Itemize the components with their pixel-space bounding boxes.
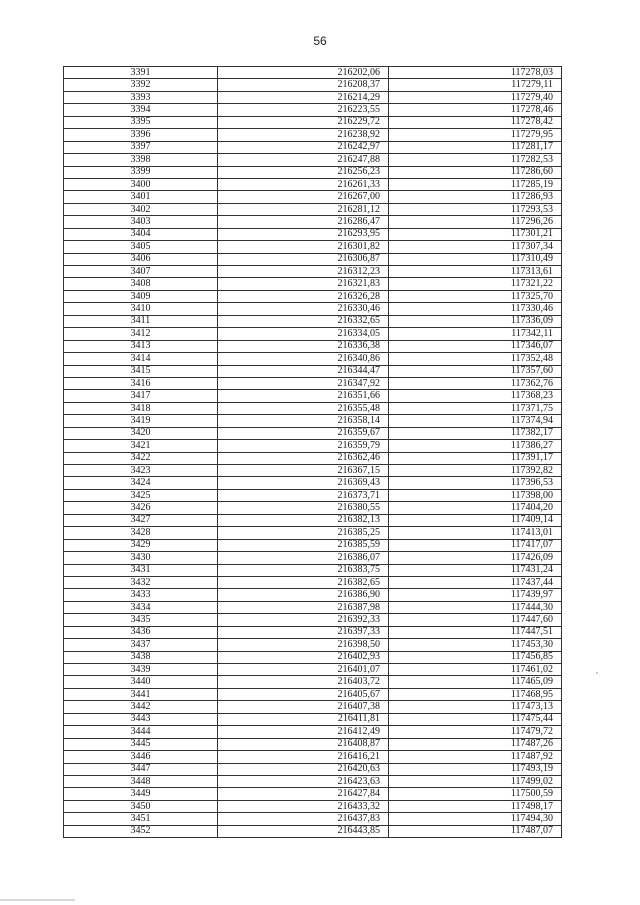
point-number-cell: 3433 <box>64 589 218 601</box>
y-coordinate-cell: 117473,13 <box>389 701 562 713</box>
coordinates-table-body <box>64 67 562 838</box>
point-number-cell: 3436 <box>64 626 218 638</box>
x-coordinate-cell: 216401,07 <box>218 664 389 676</box>
y-coordinate-cell: 117409,14 <box>389 514 562 526</box>
y-coordinate-cell: 117391,17 <box>389 452 562 464</box>
point-number-cell: 3420 <box>64 427 218 439</box>
point-number-cell: 3397 <box>64 141 218 153</box>
x-coordinate-cell: 216359,67 <box>218 427 389 439</box>
point-number-cell: 3425 <box>64 489 218 501</box>
table-row <box>64 763 562 775</box>
y-coordinate-cell: 117307,34 <box>389 241 562 253</box>
x-coordinate-cell: 216261,33 <box>218 178 389 190</box>
table-row <box>64 166 562 178</box>
x-coordinate-cell: 216402,93 <box>218 651 389 663</box>
table-row <box>64 67 562 79</box>
point-number-cell: 3440 <box>64 676 218 688</box>
point-number-cell: 3445 <box>64 738 218 750</box>
point-number-cell: 3418 <box>64 402 218 414</box>
point-number-cell: 3444 <box>64 726 218 738</box>
table-row <box>64 340 562 352</box>
x-coordinate-cell: 216367,15 <box>218 465 389 477</box>
table-row <box>64 639 562 651</box>
point-number-cell: 3414 <box>64 353 218 365</box>
x-coordinate-cell: 216412,49 <box>218 726 389 738</box>
x-coordinate-cell: 216433,32 <box>218 800 389 812</box>
table-row <box>64 651 562 663</box>
table-row <box>64 664 562 676</box>
table-row <box>64 489 562 501</box>
table-row <box>64 79 562 91</box>
x-coordinate-cell: 216247,88 <box>218 154 389 166</box>
x-coordinate-cell: 216380,55 <box>218 502 389 514</box>
y-coordinate-cell: 117279,11 <box>389 79 562 91</box>
x-coordinate-cell: 216306,87 <box>218 253 389 265</box>
x-coordinate-cell: 216405,67 <box>218 688 389 700</box>
point-number-cell: 3442 <box>64 701 218 713</box>
point-number-cell: 3430 <box>64 552 218 564</box>
x-coordinate-cell: 216281,12 <box>218 203 389 215</box>
y-coordinate-cell: 117447,51 <box>389 626 562 638</box>
y-coordinate-cell: 117439,97 <box>389 589 562 601</box>
y-coordinate-cell: 117293,53 <box>389 203 562 215</box>
x-coordinate-cell: 216416,21 <box>218 751 389 763</box>
table-row <box>64 377 562 389</box>
x-coordinate-cell: 216344,47 <box>218 365 389 377</box>
x-coordinate-cell: 216330,46 <box>218 303 389 315</box>
point-number-cell: 3448 <box>64 775 218 787</box>
x-coordinate-cell: 216293,95 <box>218 228 389 240</box>
x-coordinate-cell: 216202,06 <box>218 67 389 79</box>
y-coordinate-cell: 117368,23 <box>389 390 562 402</box>
y-coordinate-cell: 117498,17 <box>389 800 562 812</box>
y-coordinate-cell: 117487,26 <box>389 738 562 750</box>
table-row <box>64 825 562 837</box>
x-coordinate-cell: 216321,83 <box>218 278 389 290</box>
table-row <box>64 116 562 128</box>
point-number-cell: 3449 <box>64 788 218 800</box>
y-coordinate-cell: 117282,53 <box>389 154 562 166</box>
point-number-cell: 3411 <box>64 315 218 327</box>
y-coordinate-cell: 117362,76 <box>389 377 562 389</box>
point-number-cell: 3409 <box>64 290 218 302</box>
scan-edge-mark <box>0 899 75 901</box>
table-row <box>64 440 562 452</box>
x-coordinate-cell: 216392,33 <box>218 614 389 626</box>
x-coordinate-cell: 216383,75 <box>218 564 389 576</box>
point-number-cell: 3437 <box>64 639 218 651</box>
point-number-cell: 3441 <box>64 688 218 700</box>
x-coordinate-cell: 216369,43 <box>218 477 389 489</box>
point-number-cell: 3413 <box>64 340 218 352</box>
x-coordinate-cell: 216407,38 <box>218 701 389 713</box>
x-coordinate-cell: 216214,29 <box>218 91 389 103</box>
x-coordinate-cell: 216326,28 <box>218 290 389 302</box>
x-coordinate-cell: 216387,98 <box>218 601 389 613</box>
x-coordinate-cell: 216443,85 <box>218 825 389 837</box>
x-coordinate-cell: 216223,55 <box>218 104 389 116</box>
y-coordinate-cell: 117426,09 <box>389 552 562 564</box>
point-number-cell: 3402 <box>64 203 218 215</box>
table-row <box>64 266 562 278</box>
y-coordinate-cell: 117330,46 <box>389 303 562 315</box>
x-coordinate-cell: 216423,63 <box>218 775 389 787</box>
y-coordinate-cell: 117493,19 <box>389 763 562 775</box>
y-coordinate-cell: 117278,03 <box>389 67 562 79</box>
x-coordinate-cell: 216411,81 <box>218 713 389 725</box>
table-row <box>64 701 562 713</box>
table-row <box>64 241 562 253</box>
table-row <box>64 390 562 402</box>
point-number-cell: 3410 <box>64 303 218 315</box>
y-coordinate-cell: 117325,70 <box>389 290 562 302</box>
point-number-cell: 3426 <box>64 502 218 514</box>
table-row <box>64 614 562 626</box>
y-coordinate-cell: 117413,01 <box>389 527 562 539</box>
table-row <box>64 253 562 265</box>
table-row <box>64 800 562 812</box>
point-number-cell: 3408 <box>64 278 218 290</box>
table-row <box>64 502 562 514</box>
table-row <box>64 676 562 688</box>
y-coordinate-cell: 117346,07 <box>389 340 562 352</box>
table-row <box>64 415 562 427</box>
page-number: 56 <box>313 34 327 48</box>
x-coordinate-cell: 216359,79 <box>218 440 389 452</box>
y-coordinate-cell: 117479,72 <box>389 726 562 738</box>
y-coordinate-cell: 117310,49 <box>389 253 562 265</box>
table-row <box>64 738 562 750</box>
x-coordinate-cell: 216382,65 <box>218 576 389 588</box>
table-row <box>64 129 562 141</box>
y-coordinate-cell: 117371,75 <box>389 402 562 414</box>
point-number-cell: 3393 <box>64 91 218 103</box>
table-row <box>64 713 562 725</box>
table-row <box>64 775 562 787</box>
y-coordinate-cell: 117301,21 <box>389 228 562 240</box>
table-row <box>64 751 562 763</box>
table-row <box>64 527 562 539</box>
table-row <box>64 477 562 489</box>
point-number-cell: 3405 <box>64 241 218 253</box>
y-coordinate-cell: 117453,30 <box>389 639 562 651</box>
x-coordinate-cell: 216386,07 <box>218 552 389 564</box>
x-coordinate-cell: 216403,72 <box>218 676 389 688</box>
y-coordinate-cell: 117499,02 <box>389 775 562 787</box>
point-number-cell: 3392 <box>64 79 218 91</box>
x-coordinate-cell: 216208,37 <box>218 79 389 91</box>
x-coordinate-cell: 216358,14 <box>218 415 389 427</box>
point-number-cell: 3416 <box>64 377 218 389</box>
table-row <box>64 328 562 340</box>
y-coordinate-cell: 117279,40 <box>389 91 562 103</box>
point-number-cell: 3434 <box>64 601 218 613</box>
point-number-cell: 3403 <box>64 216 218 228</box>
table-row <box>64 191 562 203</box>
y-coordinate-cell: 117357,60 <box>389 365 562 377</box>
table-row <box>64 552 562 564</box>
y-coordinate-cell: 117500,59 <box>389 788 562 800</box>
table-row <box>64 688 562 700</box>
x-coordinate-cell: 216437,83 <box>218 813 389 825</box>
table-row <box>64 589 562 601</box>
point-number-cell: 3431 <box>64 564 218 576</box>
table-row <box>64 303 562 315</box>
point-number-cell: 3452 <box>64 825 218 837</box>
table-row <box>64 104 562 116</box>
point-number-cell: 3407 <box>64 266 218 278</box>
x-coordinate-cell: 216385,25 <box>218 527 389 539</box>
x-coordinate-cell: 216351,66 <box>218 390 389 402</box>
x-coordinate-cell: 216332,65 <box>218 315 389 327</box>
x-coordinate-cell: 216427,84 <box>218 788 389 800</box>
y-coordinate-cell: 117494,30 <box>389 813 562 825</box>
table-row <box>64 353 562 365</box>
y-coordinate-cell: 117313,61 <box>389 266 562 278</box>
y-coordinate-cell: 117456,85 <box>389 651 562 663</box>
point-number-cell: 3417 <box>64 390 218 402</box>
point-number-cell: 3451 <box>64 813 218 825</box>
table-row <box>64 178 562 190</box>
point-number-cell: 3399 <box>64 166 218 178</box>
point-number-cell: 3432 <box>64 576 218 588</box>
y-coordinate-cell: 117468,95 <box>389 688 562 700</box>
point-number-cell: 3428 <box>64 527 218 539</box>
point-number-cell: 3401 <box>64 191 218 203</box>
table-row <box>64 402 562 414</box>
y-coordinate-cell: 117374,94 <box>389 415 562 427</box>
x-coordinate-cell: 216334,05 <box>218 328 389 340</box>
point-number-cell: 3447 <box>64 763 218 775</box>
y-coordinate-cell: 117437,44 <box>389 576 562 588</box>
y-coordinate-cell: 117487,07 <box>389 825 562 837</box>
y-coordinate-cell: 117444,30 <box>389 601 562 613</box>
y-coordinate-cell: 117286,93 <box>389 191 562 203</box>
x-coordinate-cell: 216256,23 <box>218 166 389 178</box>
y-coordinate-cell: 117352,48 <box>389 353 562 365</box>
point-number-cell: 3391 <box>64 67 218 79</box>
y-coordinate-cell: 117465,09 <box>389 676 562 688</box>
point-number-cell: 3421 <box>64 440 218 452</box>
table-row <box>64 514 562 526</box>
table-row <box>64 216 562 228</box>
table-row <box>64 452 562 464</box>
y-coordinate-cell: 117447,60 <box>389 614 562 626</box>
point-number-cell: 3412 <box>64 328 218 340</box>
y-coordinate-cell: 117417,07 <box>389 539 562 551</box>
table-row <box>64 154 562 166</box>
x-coordinate-cell: 216312,23 <box>218 266 389 278</box>
x-coordinate-cell: 216267,00 <box>218 191 389 203</box>
y-coordinate-cell: 117475,44 <box>389 713 562 725</box>
coordinates-table <box>63 66 562 838</box>
table-row <box>64 465 562 477</box>
y-coordinate-cell: 117431,24 <box>389 564 562 576</box>
table-row <box>64 278 562 290</box>
point-number-cell: 3400 <box>64 178 218 190</box>
table-row <box>64 290 562 302</box>
x-coordinate-cell: 216347,92 <box>218 377 389 389</box>
point-number-cell: 3446 <box>64 751 218 763</box>
x-coordinate-cell: 216420,63 <box>218 763 389 775</box>
table-row <box>64 91 562 103</box>
table-row <box>64 626 562 638</box>
y-coordinate-cell: 117396,53 <box>389 477 562 489</box>
point-number-cell: 3406 <box>64 253 218 265</box>
y-coordinate-cell: 117404,20 <box>389 502 562 514</box>
table-row <box>64 315 562 327</box>
x-coordinate-cell: 216397,33 <box>218 626 389 638</box>
point-number-cell: 3419 <box>64 415 218 427</box>
x-coordinate-cell: 216301,82 <box>218 241 389 253</box>
y-coordinate-cell: 117278,42 <box>389 116 562 128</box>
point-number-cell: 3450 <box>64 800 218 812</box>
x-coordinate-cell: 216373,71 <box>218 489 389 501</box>
y-coordinate-cell: 117296,26 <box>389 216 562 228</box>
point-number-cell: 3439 <box>64 664 218 676</box>
table-row <box>64 427 562 439</box>
point-number-cell: 3404 <box>64 228 218 240</box>
point-number-cell: 3429 <box>64 539 218 551</box>
y-coordinate-cell: 117279,95 <box>389 129 562 141</box>
x-coordinate-cell: 216408,87 <box>218 738 389 750</box>
y-coordinate-cell: 117342,11 <box>389 328 562 340</box>
x-coordinate-cell: 216386,90 <box>218 589 389 601</box>
table-row <box>64 228 562 240</box>
point-number-cell: 3435 <box>64 614 218 626</box>
x-coordinate-cell: 216340,86 <box>218 353 389 365</box>
y-coordinate-cell: 117461,02 <box>389 664 562 676</box>
table-row <box>64 601 562 613</box>
point-number-cell: 3415 <box>64 365 218 377</box>
y-coordinate-cell: 117487,92 <box>389 751 562 763</box>
point-number-cell: 3396 <box>64 129 218 141</box>
table-row <box>64 365 562 377</box>
y-coordinate-cell: 117336,09 <box>389 315 562 327</box>
table-row <box>64 564 562 576</box>
point-number-cell: 3424 <box>64 477 218 489</box>
x-coordinate-cell: 216355,48 <box>218 402 389 414</box>
x-coordinate-cell: 216385,59 <box>218 539 389 551</box>
y-coordinate-cell: 117382,17 <box>389 427 562 439</box>
point-number-cell: 3443 <box>64 713 218 725</box>
table-row <box>64 788 562 800</box>
point-number-cell: 3394 <box>64 104 218 116</box>
point-number-cell: 3423 <box>64 465 218 477</box>
table-row <box>64 539 562 551</box>
y-coordinate-cell: 117285,19 <box>389 178 562 190</box>
x-coordinate-cell: 216382,13 <box>218 514 389 526</box>
scan-speck <box>596 672 598 674</box>
y-coordinate-cell: 117321,22 <box>389 278 562 290</box>
x-coordinate-cell: 216229,72 <box>218 116 389 128</box>
table-row <box>64 576 562 588</box>
x-coordinate-cell: 216336,38 <box>218 340 389 352</box>
y-coordinate-cell: 117398,00 <box>389 489 562 501</box>
x-coordinate-cell: 216362,46 <box>218 452 389 464</box>
table-row <box>64 141 562 153</box>
point-number-cell: 3438 <box>64 651 218 663</box>
table-row <box>64 726 562 738</box>
table-row <box>64 203 562 215</box>
x-coordinate-cell: 216242,97 <box>218 141 389 153</box>
x-coordinate-cell: 216286,47 <box>218 216 389 228</box>
point-number-cell: 3395 <box>64 116 218 128</box>
y-coordinate-cell: 117278,46 <box>389 104 562 116</box>
table-row <box>64 813 562 825</box>
y-coordinate-cell: 117281,17 <box>389 141 562 153</box>
x-coordinate-cell: 216238,92 <box>218 129 389 141</box>
y-coordinate-cell: 117392,82 <box>389 465 562 477</box>
point-number-cell: 3427 <box>64 514 218 526</box>
y-coordinate-cell: 117386,27 <box>389 440 562 452</box>
point-number-cell: 3422 <box>64 452 218 464</box>
point-number-cell: 3398 <box>64 154 218 166</box>
x-coordinate-cell: 216398,50 <box>218 639 389 651</box>
y-coordinate-cell: 117286,60 <box>389 166 562 178</box>
